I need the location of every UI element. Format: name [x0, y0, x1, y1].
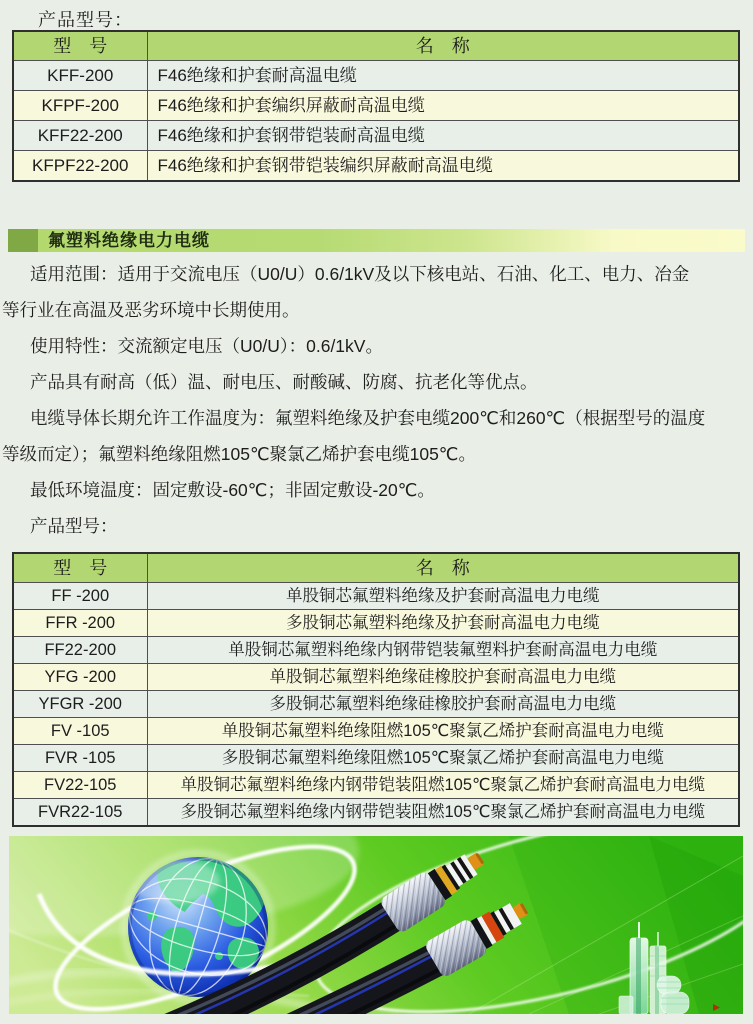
model-cell: KFF22-200	[13, 121, 147, 151]
paragraph-line: 最低环境温度：固定敷设-60℃；非固定敷设-20℃。	[30, 480, 435, 500]
name-cell: F46绝缘和护套编织屏蔽耐高温电缆	[147, 91, 739, 121]
model-cell: FVR -105	[13, 745, 147, 772]
col-header-model: 型 号	[13, 553, 147, 583]
table-row	[13, 91, 739, 121]
table-row	[13, 610, 739, 637]
name-cell: 多股铜芯氟塑料绝缘阻燃105℃聚氯乙烯护套耐高温电力电缆	[147, 745, 739, 772]
paragraph-line: 产品型号：	[30, 516, 118, 536]
product-model-label-1: 产品型号：	[38, 10, 133, 30]
model-cell: FFR -200	[13, 610, 147, 637]
name-cell: 单股铜芯氟塑料绝缘内钢带铠装氟塑料护套耐高温电力电缆	[147, 637, 739, 664]
name-cell: 单股铜芯氟塑料绝缘内钢带铠装阻燃105℃聚氯乙烯护套耐高温电力电缆	[147, 772, 739, 799]
name-cell: 单股铜芯氟塑料绝缘硅橡胶护套耐高温电力电缆	[147, 664, 739, 691]
model-cell: FVR22-105	[13, 799, 147, 827]
table-row	[13, 121, 739, 151]
name-cell: F46绝缘和护套钢带铠装编织屏蔽耐高温电缆	[147, 151, 739, 182]
hero-image	[9, 836, 743, 1014]
table-row	[13, 637, 739, 664]
name-cell: 单股铜芯氟塑料绝缘及护套耐高温电力电缆	[147, 583, 739, 610]
table-row	[13, 151, 739, 182]
section-header-bar	[8, 229, 745, 252]
name-cell: 多股铜芯氟塑料绝缘内钢带铠装阻燃105℃聚氯乙烯护套耐高温电力电缆	[147, 799, 739, 827]
model-table-2	[12, 552, 740, 827]
table-row	[13, 745, 739, 772]
model-cell: YFGR -200	[13, 691, 147, 718]
model-cell: YFG -200	[13, 664, 147, 691]
col-header-name: 名 称	[147, 553, 739, 583]
model-cell: FF22-200	[13, 637, 147, 664]
name-cell: 多股铜芯氟塑料绝缘及护套耐高温电力电缆	[147, 610, 739, 637]
section-bullet-square	[8, 229, 38, 252]
table-row	[13, 799, 739, 827]
description-paragraphs	[2, 256, 751, 544]
paragraph-line: 使用特性：交流额定电压（U0/U）：0.6/1kV。	[30, 336, 383, 356]
paragraph-line: 等行业在高温及恶劣环境中长期使用。	[2, 300, 300, 320]
table-row	[13, 691, 739, 718]
header-row	[13, 31, 739, 61]
table-row	[13, 61, 739, 91]
col-header-name: 名 称	[147, 31, 739, 61]
name-cell: 多股铜芯氟塑料绝缘硅橡胶护套耐高温电力电缆	[147, 691, 739, 718]
paragraph-line: 适用范围：适用于交流电压（U0/U）0.6/1kV及以下核电站、石油、化工、电力、冶金	[30, 264, 690, 284]
paragraph-line: 产品具有耐高（低）温、耐电压、耐酸碱、防腐、抗老化等优点。	[30, 372, 538, 392]
name-cell: F46绝缘和护套耐高温电缆	[147, 61, 739, 91]
col-header-model: 型 号	[13, 31, 147, 61]
paragraph-line: 等级而定）；氟塑料绝缘阻燃105℃聚氯乙烯护套电缆105℃。	[2, 444, 476, 464]
hero-graphic	[9, 836, 743, 1014]
model-cell: KFPF22-200	[13, 151, 147, 182]
model-table-1	[12, 30, 740, 182]
section-title: 氟塑料绝缘电力电缆	[48, 231, 210, 250]
model-cell: FV -105	[13, 718, 147, 745]
table-row	[13, 718, 739, 745]
name-cell: F46绝缘和护套钢带铠装耐高温电缆	[147, 121, 739, 151]
table-row	[13, 583, 739, 610]
paragraph-line: 电缆导体长期允许工作温度为：氟塑料绝缘及护套电缆200℃和260℃（根据型号的温度	[30, 408, 706, 428]
model-cell: KFPF-200	[13, 91, 147, 121]
table-row	[13, 664, 739, 691]
table-row	[13, 772, 739, 799]
model-cell: FV22-105	[13, 772, 147, 799]
model-cell: FF -200	[13, 583, 147, 610]
name-cell: 单股铜芯氟塑料绝缘阻燃105℃聚氯乙烯护套耐高温电力电缆	[147, 718, 739, 745]
header-row	[13, 553, 739, 583]
model-cell: KFF-200	[13, 61, 147, 91]
